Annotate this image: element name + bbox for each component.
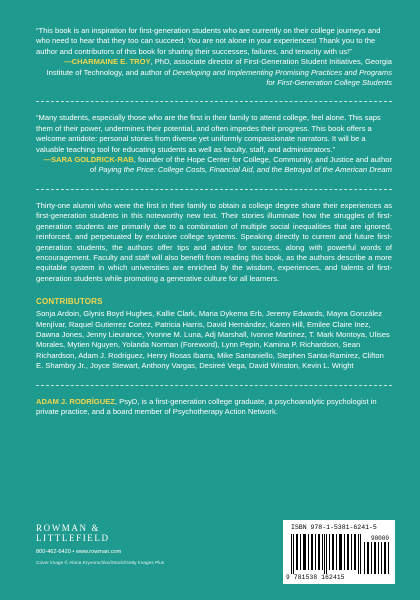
- endorser-book-title-2: Paying the Price: College Costs, Financial Aid, and the Betrayal of the American Dream: [98, 165, 392, 175]
- back-cover-content: [36, 26, 392, 417]
- contributors-list: Sonja Ardoin, Glynis Boyd Hughes, Kallie Clark, Maria Dykema Erb, Jeremy Edwards, Mayra González Menjívar, Raquel Gutierrez Cortez, Patricia Harris, David Hernández, Karen Hill, Emilee Claire Inez, Dawna Jones, Jenny Lieurance, Yvonne M. Luna, Adj Marshall, Ivonne Martinez, T. Mark Montoya, Ulises Morales, Mytien Nguyen, Yolanda Norman (Foreword), Lynn Pepin, Kamina P. Richardson, Sean Richardson, Adam J. Rodriguez, Henry Rosas Ibarra, Mike Santaniello, Stephen Santa-Ramirez, Clifton E. Shambry Jr., Joyce Stewart, Anthony Vargas, Desireé Vega, David Winston, Kevin L. Wright: [36, 309, 390, 371]
- book-description: Thirty-one alumni who were the first in their family to obtain a college degree share their experiences as first-generation students in this noteworthy new text. Their stories illuminate how the struggles of first-generation students are primarily due to a combination of multiple social inequalities that are ignored, reinforced, and perpetuated by exclusive college systems. Speaking directly to current and future first-generation students, the authors offer tips and advice for success, along with powerful words of encouragement. Faculty and staff will also benefit from reading this book, as the authors describe a more equitable system in which universities are enriched by the wisdom, experiences, and talents of first-generation students while promoting a generative culture for all learners.: [36, 200, 392, 283]
- endorsement-quote-1: “This book is an inspiration for first-generation students who are currently on their college journeys and who need to hear that they too can succeed. You are not alone in your experiences! Thank you to the author and contributors of this book for sharing their successes, failures, and tenacity with us!”: [36, 26, 381, 56]
- isbn-barcode: [283, 520, 395, 584]
- endorser-book-title-1: Developing and Implementing Promising Practices and Programs for First-Generation College Students: [172, 67, 392, 88]
- publisher-logo-line-2: LITTLEFIELD: [36, 533, 110, 543]
- cover-image-credit: Cover image © Alona Kryvoruchko/iStock/Getty Images Plus: [36, 561, 165, 566]
- contributors-heading: CONTRIBUTORS: [36, 297, 103, 307]
- author-bio-text: , PsyD, is a first-generation college graduate, a psychoanalytic psychologist in private practice, and a board member of Psychotherapy Action Network.: [36, 396, 377, 416]
- publisher-logo: [36, 523, 186, 543]
- publisher-logo-line-1: ROWMAN &: [36, 523, 101, 533]
- endorsement-attribution-2: [36, 155, 392, 176]
- publisher-contact: 800-462-6420 • www.rowman.com: [36, 549, 122, 555]
- endorsement-quote-2: “Many students, especially those who are the first in their family to attend college, feel alone. This saps them of their power, undermines their potential, and often impedes their progress. This book offers a welcome antidote: personal stories from diverse yet uniformly compassionate narrators. It will be a valuable teaching tool for educating students as well as faculty, staff, and administrators.”: [36, 113, 381, 154]
- endorsement-attribution-1: [36, 57, 392, 88]
- ean-barcode-icon: [291, 534, 361, 574]
- addon-barcode-icon: [364, 542, 390, 574]
- barcode-digits: 9 781538 162415: [286, 574, 345, 581]
- divider-3: [36, 385, 392, 386]
- endorser-affiliation-1: , PhD, associate director of First-Generation Student Initiatives, Georgia Institute of Technology, and author of: [46, 57, 392, 77]
- endorser-name-1: —CHARMAINE E. TROY: [64, 57, 151, 67]
- isbn-text: ISBN 978-1-5381-6241-5: [291, 524, 377, 531]
- publisher-block: [36, 523, 186, 566]
- divider-1: [36, 101, 392, 102]
- endorser-name-2: —SARA GOLDRICK-RAB: [43, 155, 134, 165]
- divider-2: [36, 189, 392, 190]
- price-code: 90000: [370, 535, 389, 542]
- author-name: ADAM J. RODRÍGUEZ: [36, 396, 115, 406]
- endorser-affiliation-2: , founder of the Hope Center for College, Community, and Justice and author of: [89, 155, 392, 175]
- author-bio: [36, 397, 392, 418]
